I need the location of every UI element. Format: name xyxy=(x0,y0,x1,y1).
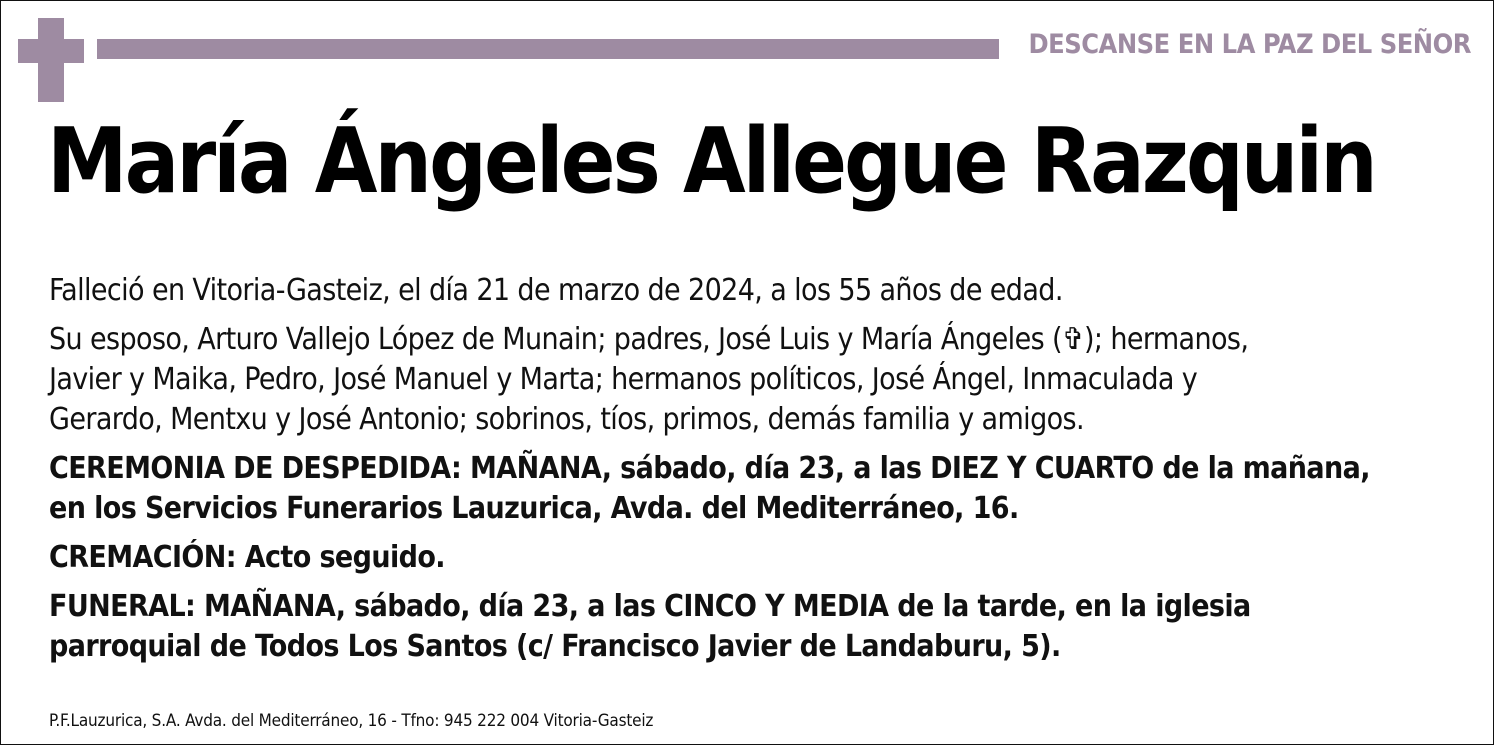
cremation-paragraph: CREMACIÓN: Acto seguido. xyxy=(49,540,445,575)
death-announcement: Falleció en Vitoria-Gasteiz, el día 21 de marzo de 2024, a los 55 años de edad. xyxy=(49,273,1063,308)
cross-icon-arm xyxy=(18,39,84,63)
family-line: Javier y Maika, Pedro, José Manuel y Marta; hermanos políticos, José Ángel, Inmaculada y xyxy=(49,362,1198,397)
family-line: Su esposo, Arturo Vallejo López de Munain; padres, José Luis y María Ángeles (✞); hermanos, xyxy=(49,322,1249,357)
funeral-line: FUNERAL: MAÑANA, sábado, día 23, a las CINCO Y MEDIA de la tarde, en la iglesia xyxy=(49,589,1251,624)
ceremony-line: CEREMONIA DE DESPEDIDA: MAÑANA, sábado, día 23, a las DIEZ Y CUARTO de la mañana, xyxy=(49,451,1370,486)
header-tagline: DESCANSE EN LA PAZ DEL SEÑOR xyxy=(1028,29,1471,60)
notice-body xyxy=(49,271,1469,676)
ceremony-line: en los Servicios Funerarios Lauzurica, Avda. del Mediterráneo, 16. xyxy=(49,491,1019,526)
header-band xyxy=(97,39,999,59)
deceased-name: María Ángeles Allegue Razquin xyxy=(47,109,1375,214)
funeral-paragraph xyxy=(49,587,1469,667)
funeral-line: parroquial de Todos Los Santos (c/ Francisco Javier de Landaburu, 5). xyxy=(49,629,1061,664)
ceremony-paragraph xyxy=(49,449,1469,529)
family-line: Gerardo, Mentxu y José Antonio; sobrinos, tíos, primos, demás familia y amigos. xyxy=(49,402,1084,437)
family-paragraph xyxy=(49,320,1469,440)
funeral-home-footer: P.F.Lauzurica, S.A. Avda. del Mediterráneo, 16 - Tfno: 945 222 004 Vitoria-Gasteiz xyxy=(49,711,654,731)
